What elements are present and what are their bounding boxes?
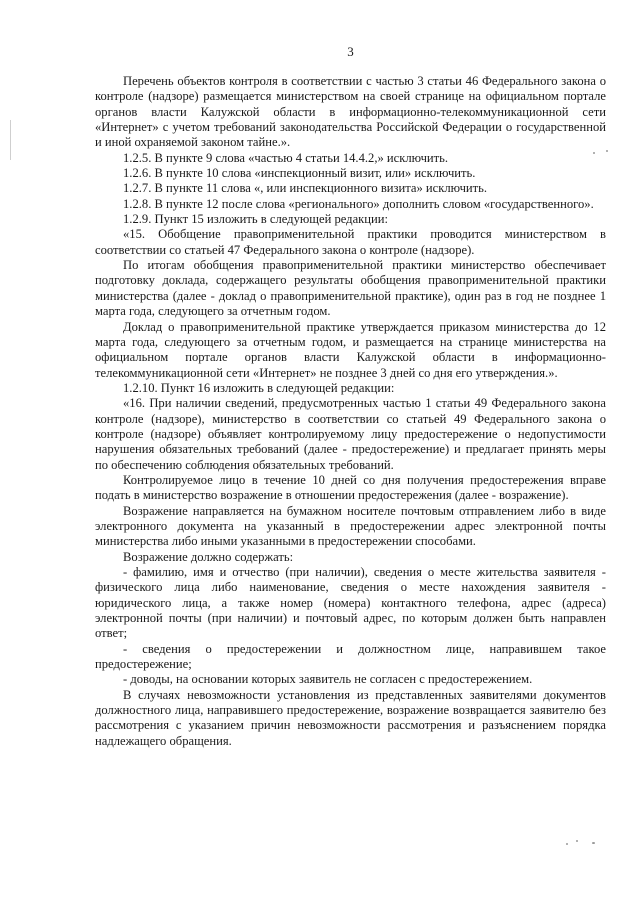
paragraph: Контролируемое лицо в течение 10 дней со дня получения предостережения вправе подать в министерство возражение в отношении предостережения (далее - возражение). — [95, 472, 606, 503]
paragraph: Перечень объектов контроля в соответствии с частью 3 статьи 46 Федерального закона о контроле (надзоре) размещается министерством на своей странице на официальном портале органов власти Калужской области в информационно-телекоммуникационной сети «Интернет» с учетом требований законодательства Российской Федерации о государственной и иной охраняемой законом тайне.». — [95, 74, 606, 150]
scan-speck — [10, 120, 11, 160]
paragraph: - фамилию, имя и отчество (при наличии), сведения о месте жительства заявителя - физического лица либо наименование, сведения о месте нахождения заявителя - юридического лица, а также номер (номера) контактного телефона, адрес (адреса) электронной почты (при наличии) и почтовый адрес, по которым должен быть направлен ответ; — [95, 565, 606, 641]
paragraph: 1.2.9. Пункт 15 изложить в следующей редакции: — [123, 212, 389, 227]
paragraph: 1.2.10. Пункт 16 изложить в следующей редакции: — [123, 380, 395, 395]
paragraph: «16. При наличии сведений, предусмотренных частью 1 статьи 49 Федерального закона контроле (надзоре), министерство в соответствии со статьей 49 Федерального закона о контроле (надзоре) объявляет контролируемому лицу предостережение о недопустимости нарушения обязательных требований (далее - предостережение) и предлагает принять меры по обеспечению соблюдения обязательных требований. — [95, 396, 606, 472]
paragraph: «15. Обобщение правоприменительной практики проводится министерством в соответствии со статьей 47 Федерального закона о контроле (надзоре). — [95, 227, 606, 257]
paragraph: - сведения о предостережении и должностном лице, направившем такое предостережение; — [95, 641, 606, 672]
paragraph: По итогам обобщения правоприменительной практики министерство обеспечивает подготовку доклада, содержащего результаты обобщения правоприменительной практики министерства (далее - доклад о правоприменительной практике), один раз в год не позднее 1 марта года, следующего за отчетным годом. — [95, 258, 606, 319]
paragraph: 1.2.6. В пункте 10 слова «инспекционный визит, или» исключить. — [123, 166, 476, 181]
paragraph: - доводы, на основании которых заявитель не согласен с предостережением. — [123, 672, 533, 687]
paragraph: Возражение должно содержать: — [123, 549, 294, 564]
paragraph: 1.2.5. В пункте 9 слова «частью 4 статьи 14.4.2,» исключить. — [123, 150, 449, 165]
scan-speck — [576, 840, 578, 842]
scan-speck — [606, 150, 608, 152]
paragraph: Доклад о правоприменительной практике утверждается приказом министерства до 12 марта года, следующего за отчетным годом, и размещается на странице министерства на официальном портале органов власти Калужской области в информационно-телекоммуникационной сети «Интернет» не позднее 3 дней со дня его утверждения.». — [95, 319, 606, 380]
scan-speck — [566, 843, 568, 845]
paragraph: В случаях невозможности установления из представленных заявителями документов должностного лица, направившего предостережение, возражение возвращается заявителю без рассмотрения с указанием причин невозможности рассмотрения и разъяснением порядка надлежащего обращения. — [95, 687, 606, 748]
paragraph: 1.2.7. В пункте 11 слова «, или инспекционного визита» исключить. — [123, 181, 488, 196]
paragraph: Возражение направляется на бумажном носителе почтовым отправлением либо в виде электронного документа на указанный в предостережении адрес электронной почты министерства либо иными указанными в предостережении способами. — [95, 503, 606, 549]
paragraph: 1.2.8. В пункте 12 после слова «регионального» дополнить словом «государственного». — [123, 196, 594, 211]
scan-speck — [592, 842, 595, 844]
document-body — [95, 74, 606, 749]
page-number: 3 — [347, 44, 354, 59]
scan-speck — [593, 152, 595, 154]
